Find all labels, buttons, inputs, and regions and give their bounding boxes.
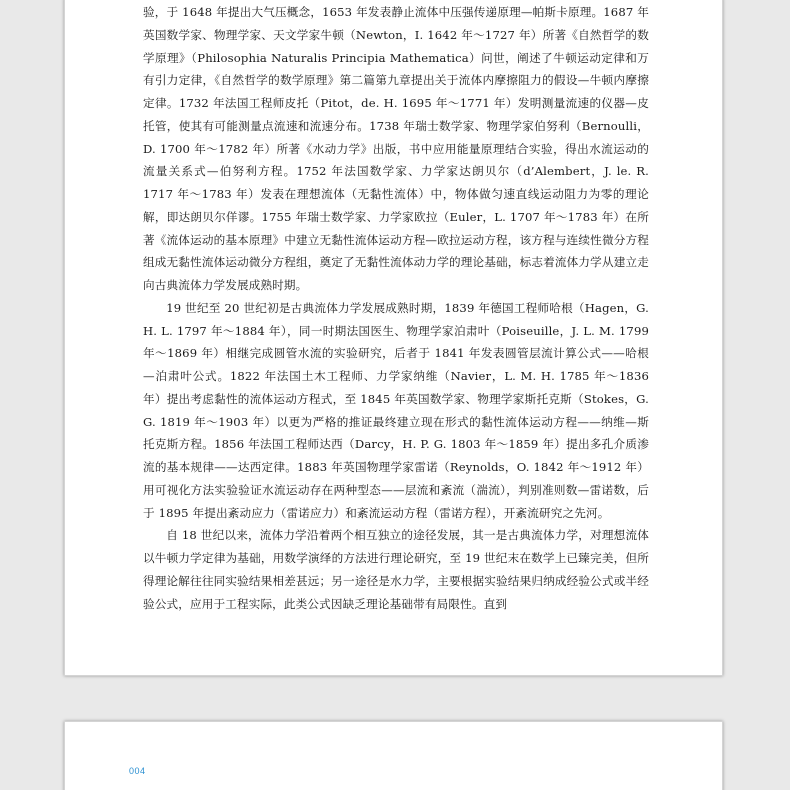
- paragraph-3: 自 18 世纪以来，流体力学沿着两个相互独立的途径发展，其一是古典流体力学，对理想流体以牛顿力学定律为基础，用数学演绎的方法进行理论研究，至 19 世纪末在数学上已臻完美，但所得理论解往往同实验结果相差甚远；另一途径是水力学，主要根据实验结果归纳成经验公式或半经验公式，应用于工程实际，此类公式因缺乏理论基础带有局限性。直到: [143, 528, 649, 611]
- document-page-top: [64, 0, 723, 676]
- paragraph-1: 验，于 1648 年提出大气压概念，1653 年发表静止流体中压强传递原理—帕斯卡原理。1687 年英国数学家、物理学家、天文学家牛顿（Newton，I. 1642 年～1727 年）所著《自然哲学的数学原理》（Philosophia Naturalis Principia Mathematica）问世，阐述了牛顿运动定律和万有引力定律，《自然哲学的数学原理》第二篇第九章提出关于流体内摩擦阻力的假设—牛顿内摩擦定律。1732 年法国工程师皮托（Pitot，de. H. 1695 年～1771 年）发明测量流速的仪器—皮托管，使其有可能测量点流速和流速分布。1738 年瑞士数学家、物理学家伯努利（Bernoulli，D. 1700 年～1782 年）所著《水动力学》出版，书中应用能量原理结合实验，得出水流运动的流量关系式—伯努利方程。1752 年法国数学家、力学家达朗贝尔（d’Alembert，J. le. R. 1717 年～1783 年）发表在理想流体（无黏性流体）中，物体做匀速直线运动阻力为零的理论解，即达朗贝尔佯谬。1755 年瑞士数学家、力学家欧拉（Euler，L. 1707 年～1783 年）在所著《流体运动的基本原理》中建立无黏性流体运动方程—欧拉运动方程，该方程与连续性微分方程组成无黏性流体运动微分方程组，奠定了无黏性流体动力学的理论基础，标志着流体力学从建立走向古典流体力学发展成熟时期。: [143, 5, 649, 292]
- page-number: 004: [129, 766, 146, 776]
- paragraph-2: 19 世纪至 20 世纪初是古典流体力学发展成熟时期，1839 年德国工程师哈根（Hagen，G. H. L. 1797 年～1884 年），同一时期法国医生、物理学家泊肃叶（Poiseuille，J. L. M. 1799 年～1869 年）相继完成圆管水流的实验研究，后者于 1841 年发表圆管层流计算公式——哈根—泊肃叶公式。1822 年法国土木工程师、力学家纳维（Navier，L. M. H. 1785 年～1836 年）提出考虑黏性的流体运动方程式，至 1845 年英国数学家、物理学家斯托克斯（Stokes，G. G. 1819 年～1903 年）以更为严格的推证最终建立现在形式的黏性流体运动方程——纳维—斯托克斯方程。1856 年法国工程师达西（Darcy，H. P. G. 1803 年～1859 年）提出多孔介质渗流的基本规律——达西定律。1883 年英国物理学家雷诺（Reynolds，O. 1842 年～1912 年）用可视化方法实验验证水流运动存在两种型态——层流和紊流（湍流），判别准则数—雷诺数，后于 1895 年提出紊动应力（雷诺应力）和紊流运动方程（雷诺方程），开紊流研究之先河。: [143, 300, 649, 520]
- body-text: [143, 1, 649, 615]
- document-page-bottom: [64, 721, 723, 790]
